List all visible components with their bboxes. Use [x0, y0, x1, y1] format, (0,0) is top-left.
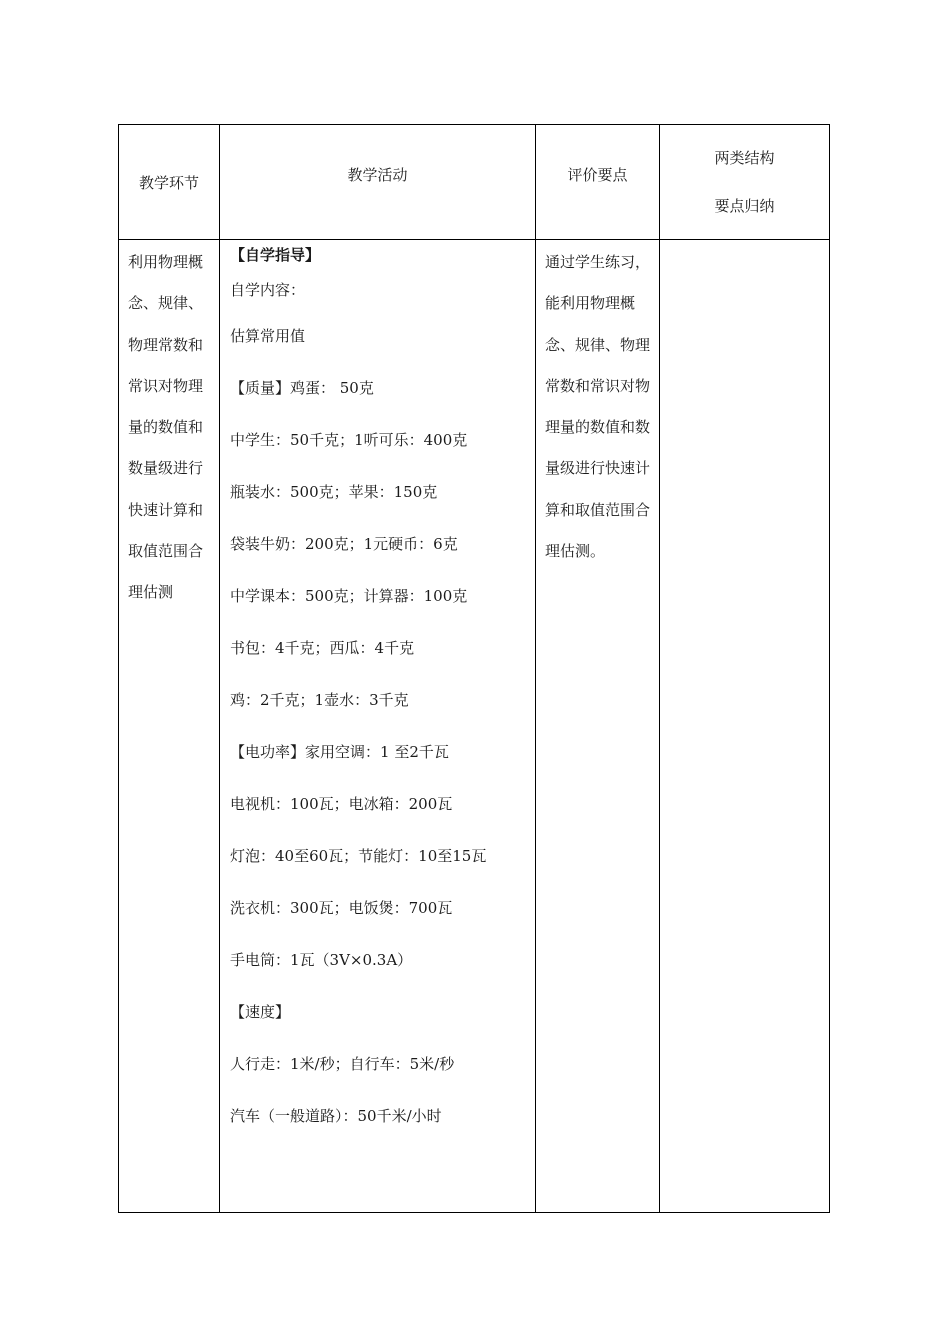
- activity-line: 【速度】: [230, 1003, 291, 1021]
- lesson-plan-table: [118, 124, 830, 1213]
- activity-line: 中学生：50千克；1听可乐：400克: [230, 431, 468, 449]
- stage-cell: 利用物理概念、规律、物理常数和常识对物理量的数值和数量级进行快速计算和取值范围合理估测: [119, 240, 220, 1213]
- header-teaching-activity: [220, 125, 536, 240]
- header-summary-line-2: 要点归纳: [714, 197, 775, 215]
- activity-line: 电视机：100瓦；电冰箱：200瓦: [230, 795, 453, 813]
- activity-cell: [220, 240, 536, 1213]
- table-row: [119, 240, 830, 1213]
- summary-cell: [660, 240, 830, 1213]
- activity-line: 手电筒：1瓦（3V×0.3A）: [230, 951, 413, 969]
- activity-line: 灯泡：40至60瓦；节能灯：10至15瓦: [230, 847, 487, 865]
- activity-line: 自学内容：: [230, 281, 306, 299]
- activity-line: 瓶装水：500克；苹果：150克: [230, 483, 438, 501]
- activity-line: 人行走：1米/秒；自行车：5米/秒: [230, 1055, 455, 1073]
- activity-line: 鸡：2千克；1壶水：3千克: [230, 691, 409, 709]
- evaluation-cell: 通过学生练习，能利用物理概念、规律、物理常数和常识对物理量的数值和数量级进行快速计算和取值范围合理估测。: [536, 240, 660, 1213]
- activity-line: 中学课本：500克；计算器：100克: [230, 587, 468, 605]
- activity-line: 【电功率】家用空调：1 至2千瓦: [230, 743, 449, 761]
- activity-heading: 【自学指导】: [230, 246, 321, 264]
- header-teaching-stage-text: 教学环节: [138, 173, 199, 192]
- activity-line: 洗衣机：300瓦；电饭煲：700瓦: [230, 899, 453, 917]
- header-evaluation-points-text: 评价要点: [567, 165, 628, 184]
- header-teaching-activity-text: 教学活动: [347, 165, 408, 184]
- activity-line: 估算常用值: [230, 327, 306, 345]
- activity-line: 【质量】鸡蛋： 50克: [230, 379, 374, 397]
- header-summary-line-1: 两类结构: [714, 149, 775, 167]
- activity-line: 袋装牛奶：200克；1元硬币：6克: [230, 535, 458, 553]
- header-evaluation-points: [536, 125, 660, 240]
- activity-line: 汽车（一般道路）：50千米/小时: [230, 1107, 442, 1125]
- header-summary: [660, 125, 830, 240]
- activity-line: 书包：4千克；西瓜：4千克: [230, 639, 415, 657]
- header-teaching-stage: [119, 125, 220, 240]
- table-header-row: [119, 125, 830, 240]
